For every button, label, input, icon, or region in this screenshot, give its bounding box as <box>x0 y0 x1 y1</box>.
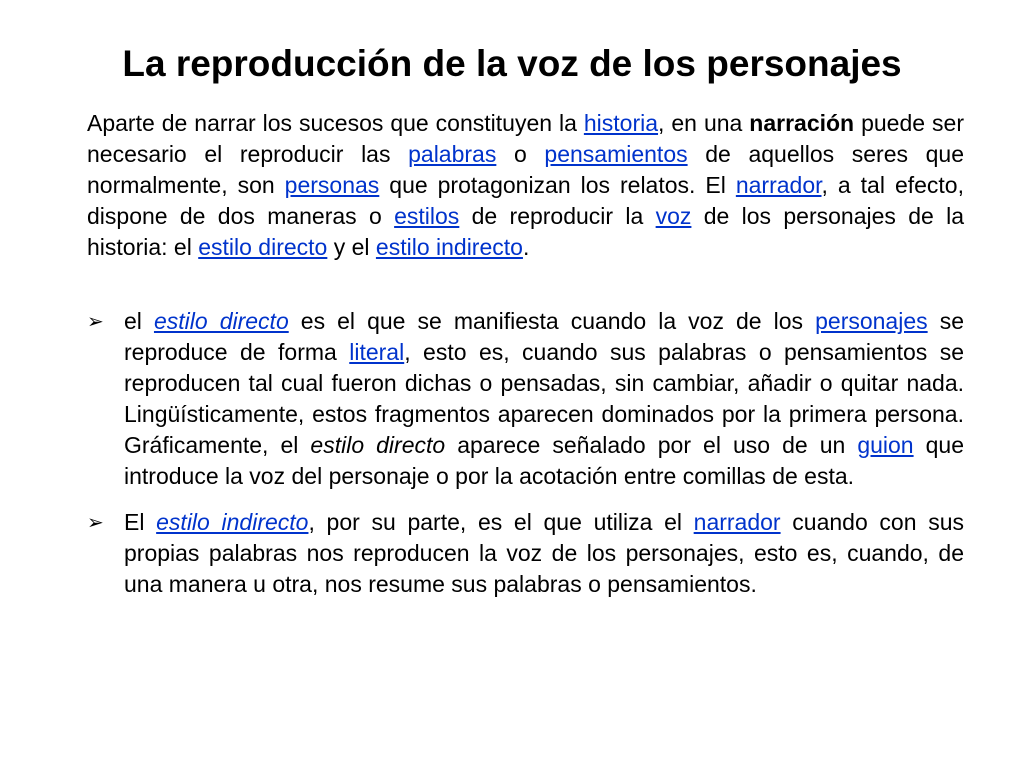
bullet-text: El <box>124 509 157 535</box>
bullet-estilo-directo <box>87 306 964 492</box>
intro-text: de aquellos seres que normalmente, son <box>87 141 965 198</box>
intro-text: y el <box>327 234 376 260</box>
bullet-text: aparece señalado por el uso de un <box>445 432 858 458</box>
intro-text: puede ser necesario el reproducir las <box>87 110 964 167</box>
intro-text: Aparte de narrar los sucesos que constituyen la <box>87 110 584 136</box>
bullet-text: es el que se manifiesta cuando la voz de los <box>288 308 816 334</box>
link-estilo-indirecto[interactable]: estilo indirecto <box>156 509 309 535</box>
link-estilo-directo[interactable]: estilo directo <box>198 234 328 260</box>
link-historia[interactable]: historia <box>583 110 659 136</box>
intro-bold-narracion: narración <box>749 110 855 136</box>
arrow-bullet-icon: ➢ <box>87 309 104 333</box>
bullet-text: se reproduce de forma <box>124 308 964 365</box>
arrow-bullet-icon: ➢ <box>87 510 104 534</box>
link-pensamientos[interactable]: pensamientos <box>544 141 688 167</box>
bullet-text: cuando con sus propias palabras nos reproducen la voz de los personajes, esto es, cuando, de una manera u otra, nos resume sus palabras o pensamientos. <box>124 509 964 597</box>
intro-text: que protagonizan los relatos. El <box>379 172 736 198</box>
bullet-text: , por su parte, es el que utiliza el <box>308 509 694 535</box>
link-voz[interactable]: voz <box>655 203 692 229</box>
bullet-list <box>87 306 964 615</box>
link-literal[interactable]: literal <box>349 339 405 365</box>
link-palabras[interactable]: palabras <box>408 141 497 167</box>
intro-text: de los personajes de la historia: el <box>87 203 965 260</box>
link-narrador[interactable]: narrador <box>735 172 822 198</box>
bullet-text: , esto es, cuando sus palabras o pensamientos se reproducen tal cual fueron dichas o pensadas, sin cambiar, añadir o quitar nada. Lingüísticamente, estos fragmentos aparecen dominados por la primera persona. Gráficamente, el <box>124 339 964 458</box>
slide-title: La reproducción de la voz de los personajes <box>122 43 902 84</box>
bullet-text: el <box>124 308 154 334</box>
intro-text: , a tal efecto, dispone de dos maneras o <box>87 172 964 229</box>
bullet-estilo-indirecto <box>87 507 964 600</box>
link-narrador[interactable]: narrador <box>693 509 781 535</box>
intro-text: de reproducir la <box>459 203 656 229</box>
link-estilo-directo[interactable]: estilo directo <box>153 308 289 334</box>
link-guion[interactable]: guion <box>857 432 914 458</box>
link-estilo-indirecto[interactable]: estilo indirecto <box>375 234 523 260</box>
italic-estilo-directo: estilo directo <box>310 432 446 458</box>
link-personajes[interactable]: personajes <box>815 308 928 334</box>
intro-text: . <box>522 234 530 260</box>
link-estilos[interactable]: estilos <box>394 203 460 229</box>
intro-text: , en una <box>658 110 750 136</box>
intro-paragraph <box>87 108 964 263</box>
bullet-text: que introduce la voz del personaje o por la acotación entre comillas de esta. <box>124 432 964 489</box>
link-personas[interactable]: personas <box>284 172 380 198</box>
intro-text: o <box>496 141 545 167</box>
